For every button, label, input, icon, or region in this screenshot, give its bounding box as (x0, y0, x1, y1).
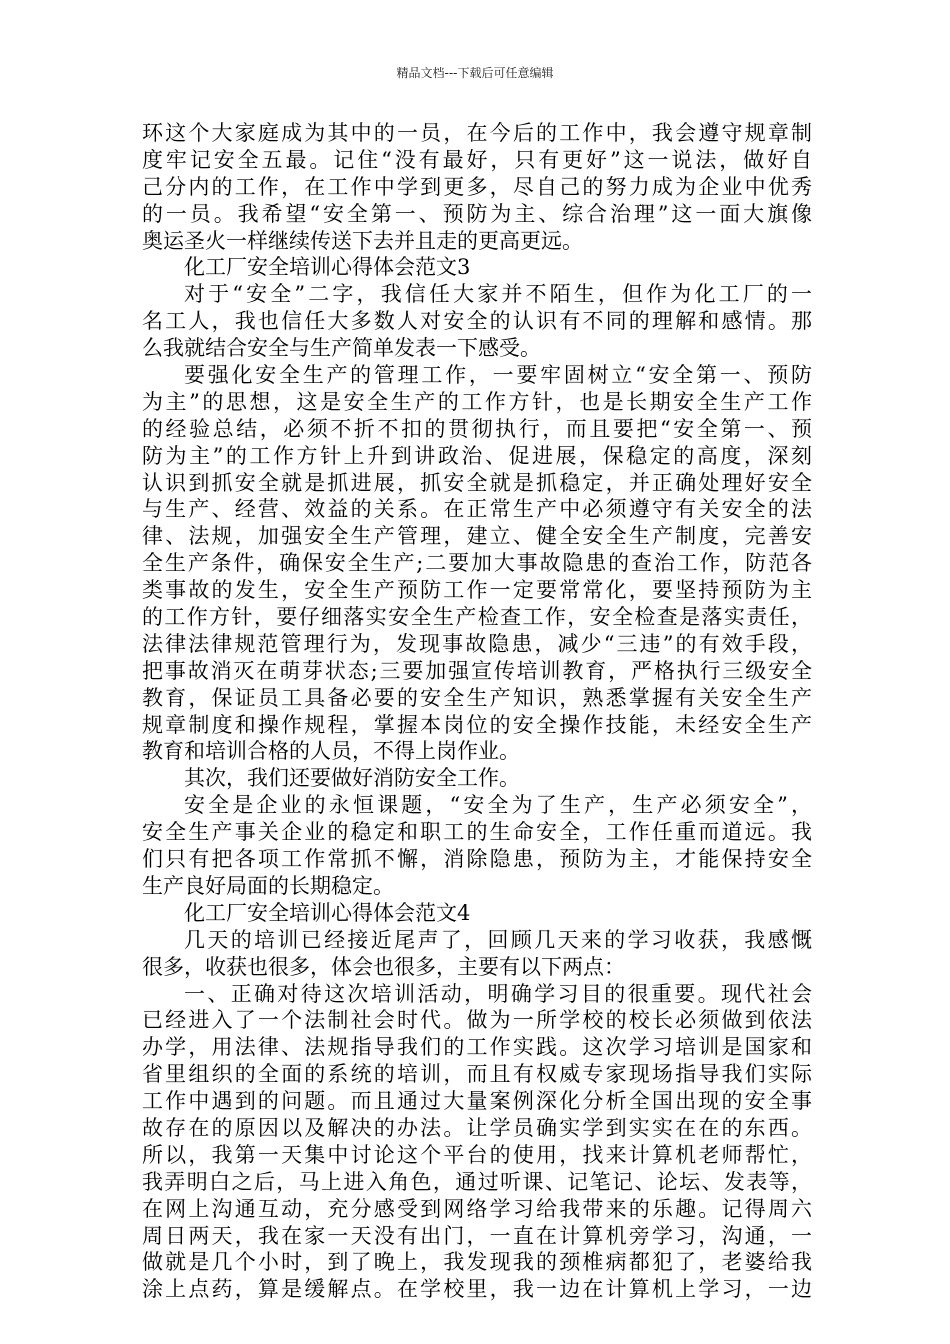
text-line: 么我就结合安全与生产简单发表一下感受。 (142, 336, 541, 361)
text-line: 工作中遇到的问题。而且通过大量案例深化分析全国出现的安全事 (142, 1089, 812, 1114)
text-line: 安全是企业的永恒课题，“安全为了生产，生产必须安全”， (184, 793, 812, 818)
text-line: 律、法规，加强安全生产管理，建立、健全安全生产制度，完善安 (142, 524, 812, 549)
text-line: 把事故消灭在萌芽状态;三要加强宣传培训教育，严格执行三级安全 (142, 658, 812, 683)
text-line: 全生产条件，确保安全生产;二要加大事故隐患的查治工作，防范各 (142, 551, 812, 576)
text-line: 类事故的发生，安全生产预防工作一定要常常化，要坚持预防为主 (142, 578, 812, 603)
text-line: 教育和培训合格的人员，不得上岗作业。 (142, 739, 520, 764)
text-line: 几天的培训已经接近尾声了，回顾几天来的学习收获，我感慨 (184, 927, 812, 952)
text-line: 省里组织的全面的系统的培训，而且有权威专家现场指导我们实际 (142, 1062, 812, 1087)
text-line: 涂上点药，算是缓解点。在学校里，我一边在计算机上学习，一边 (142, 1277, 812, 1302)
document-body (142, 120, 812, 1303)
text-line: 做就是几个小时，到了晚上，我发现我的颈椎病都犯了，老婆给我 (142, 1250, 812, 1275)
text-line: 故存在的原因以及解决的办法。让学员确实学到实实在在的东西。 (142, 1115, 812, 1140)
text-line: 的工作方针，要仔细落实安全生产检查工作，安全检查是落实责任， (142, 605, 812, 630)
text-line: 与生产、经营、效益的关系。在正常生产中必须遵守有关安全的法 (142, 497, 812, 522)
text-line: 度牢记安全五最。记住“没有最好，只有更好”这一说法，做好自 (142, 147, 812, 172)
text-line: 法律法律规范管理行为，发现事故隐患，减少“三违”的有效手段， (142, 631, 812, 656)
text-line: 环这个大家庭成为其中的一员，在今后的工作中，我会遵守规章制 (142, 121, 812, 145)
text-line: 名工人，我也信任大多数人对安全的认识有不同的理解和感情。那 (142, 309, 812, 334)
text-line: 为主”的思想，这是安全生产的工作方针，也是长期安全生产工作 (142, 389, 812, 414)
text-line: 奥运圣火一样继续传送下去并且走的更高更远。 (142, 228, 583, 253)
text-line: 对于“安全”二字，我信任大家并不陌生，但作为化工厂的一 (184, 282, 812, 307)
text-line: 的经验总结，必须不折不扣的贯彻执行，而且要把“安全第一、预 (142, 416, 812, 441)
text-line: 教育，保证员工具备必要的安全生产知识，熟悉掌握有关安全生产 (142, 685, 812, 710)
text-line: 生产良好局面的长期稳定。 (142, 873, 394, 898)
text-line: 其次，我们还要做好消防安全工作。 (184, 766, 520, 791)
text-line: 安全生产事关企业的稳定和职工的生命安全，工作任重而道远。我 (142, 820, 812, 845)
text-line: 周日两天，我在家一天没有出门，一直在计算机旁学习，沟通，一 (142, 1223, 812, 1248)
page-header: 精品文档---下载后可任意编辑 (396, 66, 554, 80)
text-line: 已经进入了一个法制社会时代。做为一所学校的校长必须做到依法 (142, 1008, 812, 1033)
text-line: 在网上沟通互动，充分感受到网络学习给我带来的乐趣。记得周六 (142, 1196, 812, 1221)
text-line: 规章制度和操作规程，掌握本岗位的安全操作技能，未经安全生产 (142, 712, 812, 737)
text-line: 认识到抓安全就是抓进展，抓安全就是抓稳定，并正确处理好安全 (142, 470, 812, 495)
text-line: 的一员。我希望“安全第一、预防为主、综合治理”这一面大旗像 (142, 201, 812, 226)
text-line: 一、正确对待这次培训活动，明确学习目的很重要。现代社会 (184, 981, 812, 1006)
text-line: 很多，收获也很多，体会也很多，主要有以下两点： (142, 954, 625, 979)
text-line: 要强化安全生产的管理工作，一要牢固树立“安全第一、预防 (184, 363, 812, 388)
text-line: 防为主”的工作方针上升到讲政治、促进展，保稳定的高度，深刻 (142, 443, 812, 468)
text-line: 化工厂安全培训心得体会范文4 (184, 900, 471, 925)
text-line: 办学，用法律、法规指导我们的工作实践。这次学习培训是国家和 (142, 1035, 812, 1060)
text-line: 所以，我第一天集中讨论这个平台的使用，找来计算机老师帮忙， (142, 1142, 812, 1167)
text-line: 己分内的工作，在工作中学到更多，尽自己的努力成为企业中优秀 (142, 174, 812, 199)
text-line: 我弄明白之后，马上进入角色，通过听课、记笔记、论坛、发表等， (142, 1169, 812, 1194)
text-line: 们只有把各项工作常抓不懈，消除隐患，预防为主，才能保持安全 (142, 847, 812, 872)
text-line: 化工厂安全培训心得体会范文3 (184, 255, 471, 280)
